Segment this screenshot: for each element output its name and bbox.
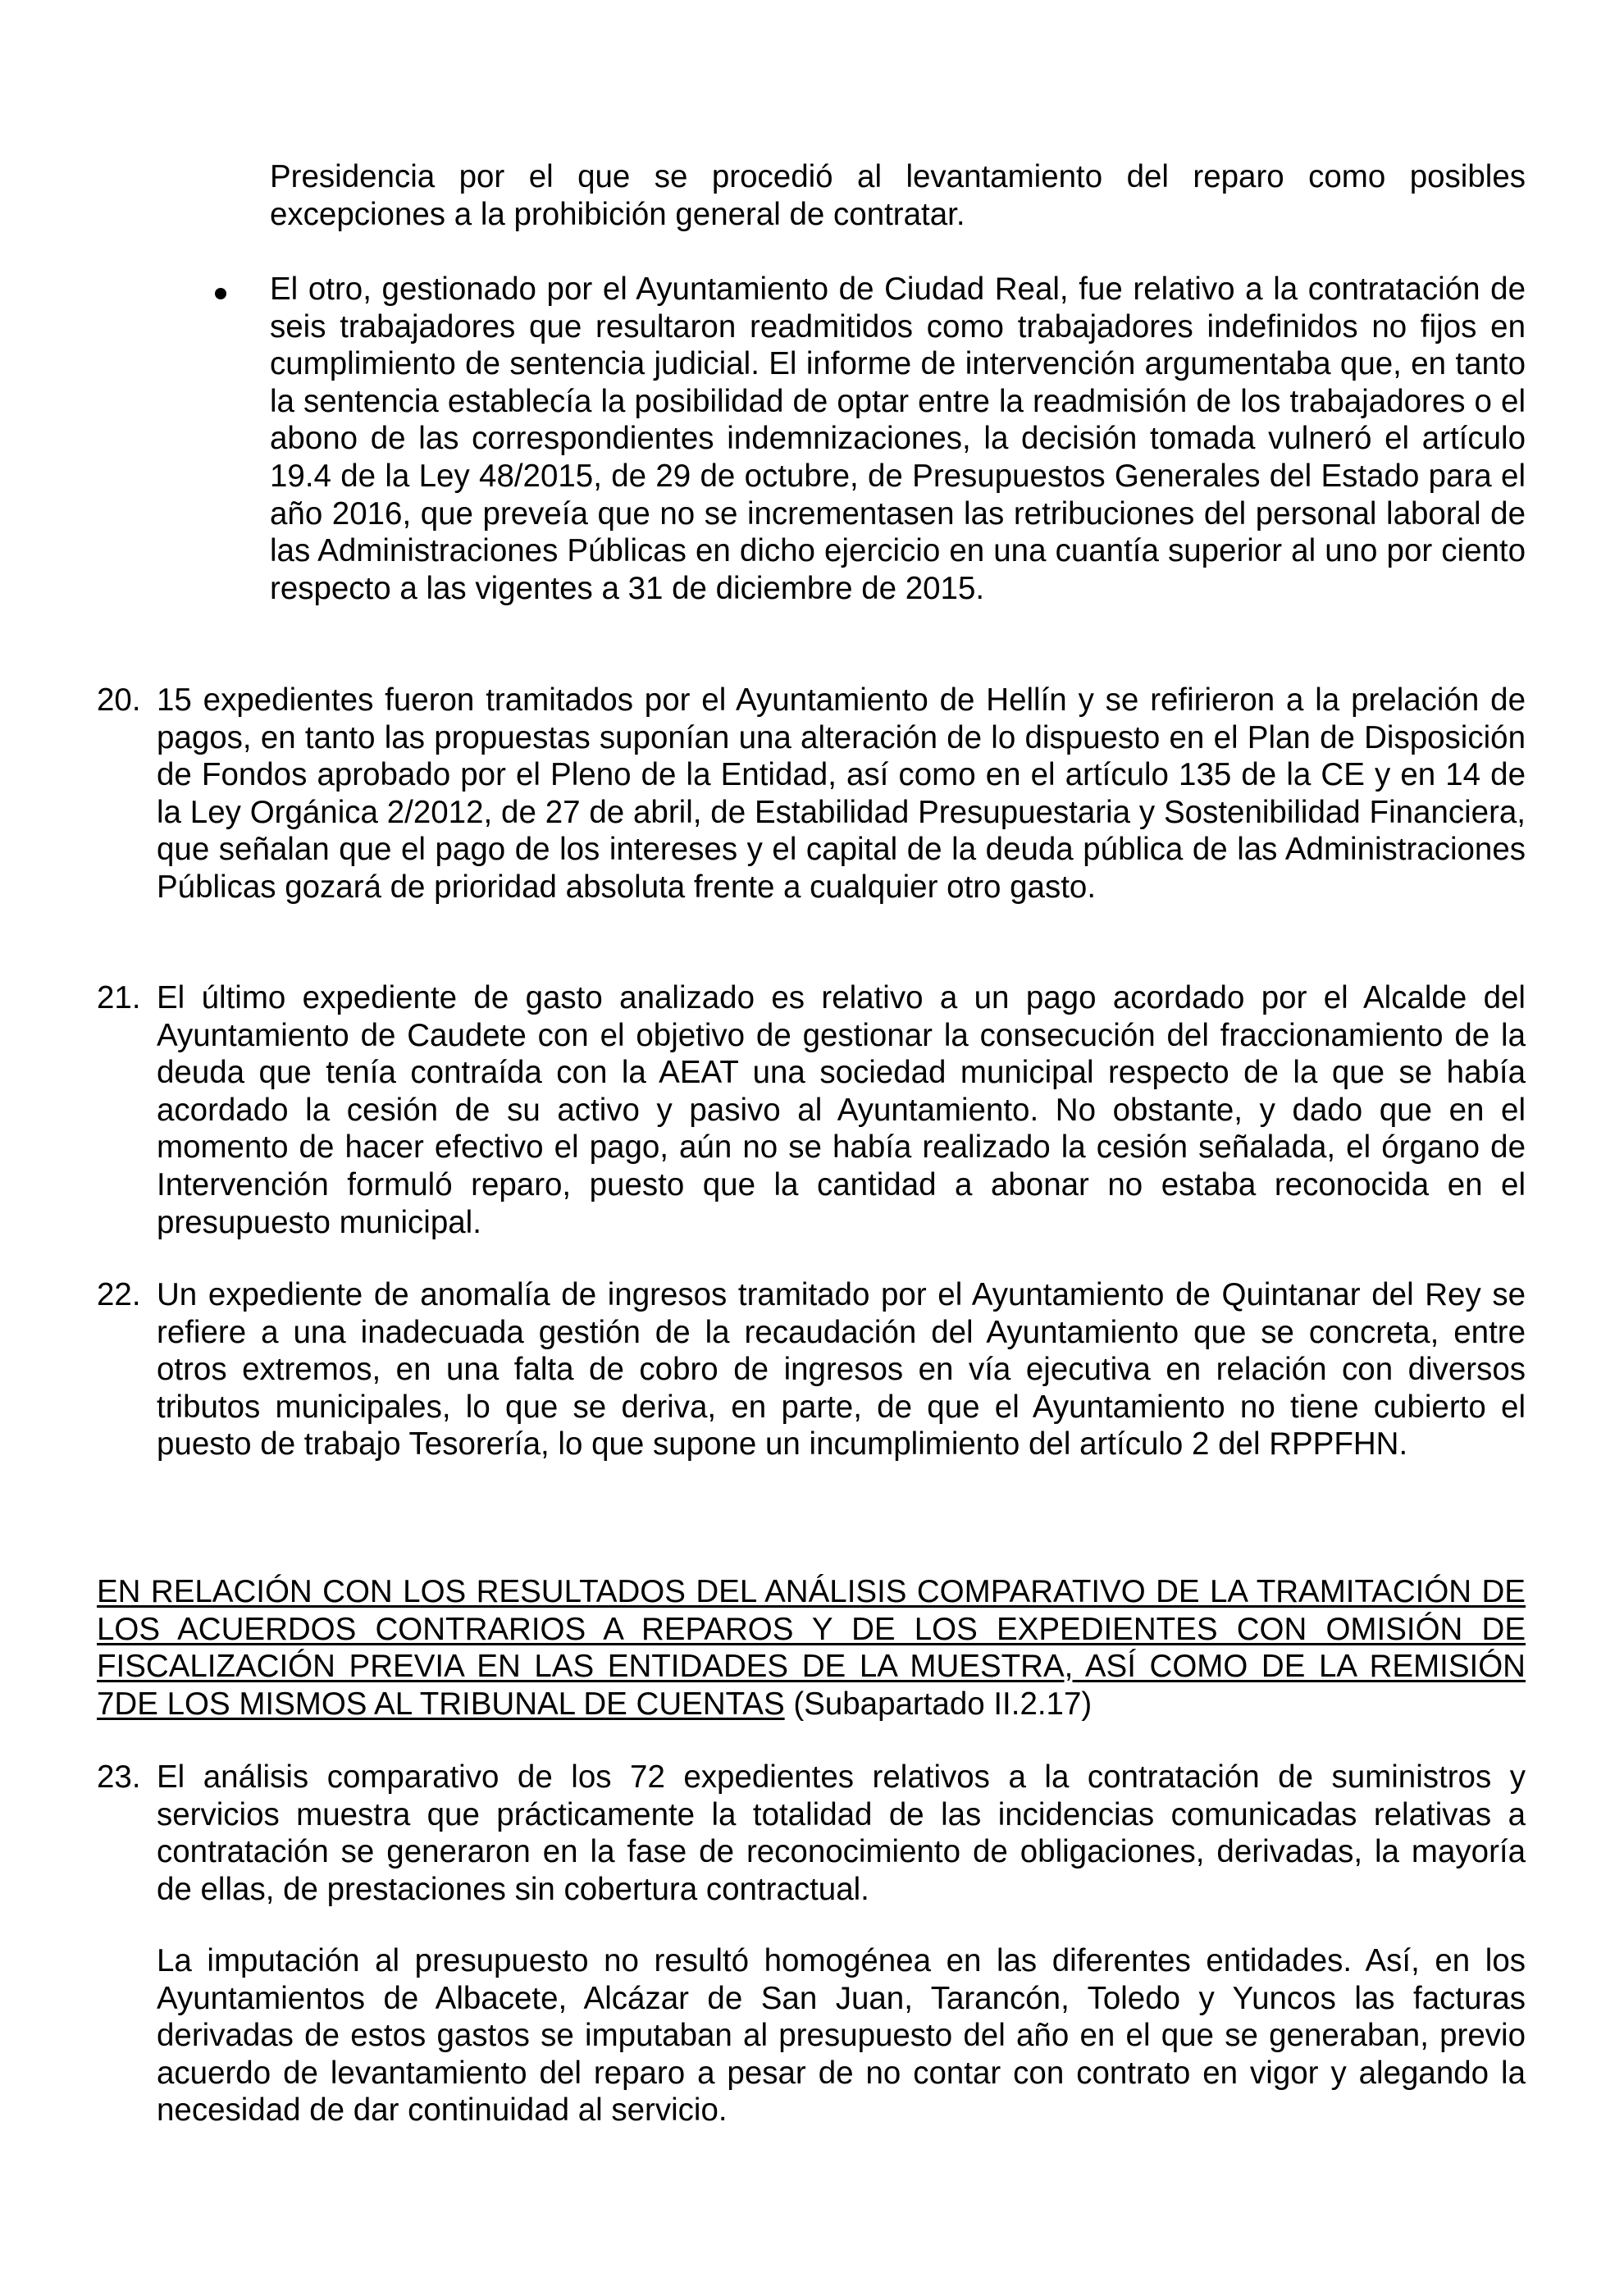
bullet-paragraph: El otro, gestionado por el Ayuntamiento de Ciudad Real, fue relativo a la contratación de seis trabajadores que resultaron readmitidos como trabajadores indefinidos no fijos en cumplimiento de sentencia judicial. El informe de intervención argumentaba que, en tanto la sentencia establecía la posibilidad de optar entre la readmisión de los trabajadores o el abono de las correspondientes indemnizaciones, la decisión tomada vulneró el artículo 19.4 de la Ley 48/2015, de 29 de octubre, de Presupuestos Generales del Estado para el año 2016, que preveía que no se incrementasen las retribuciones del personal laboral de las Administraciones Públicas en dicho ejercicio en una cuantía superior al uno por ciento respecto a las vigentes a 31 de diciembre de 2015. [270,272,1526,606]
item-paragraph-20: 15 expedientes fueron tramitados por el Ayuntamiento de Hellín y se refirieron a la prelación de pagos, en tanto las propuestas suponían una alteración de lo dispuesto en el Plan de Disposición de Fondos aprobado por el Pleno de la Entidad, así como en el artículo 135 de la CE y en 14 de la Ley Orgánica 2/2012, de 27 de abril, de Estabilidad Presupuestaria y Sostenibilidad Financiera, que señalan que el pago de los intereses y el capital de la deuda pública de las Administraciones Públicas gozará de prioridad absoluta frente a cualquier otro gasto. [157,682,1526,905]
item-paragraph-23: El análisis comparativo de los 72 expedientes relativos a la contratación de suministros y servicios muestra que prácticamente la totalidad de las incidencias comunicadas relativas a contratación se generaron en la fase de reconocimiento de obligaciones, derivadas, la mayoría de ellas, de prestaciones sin cobertura contractual. [157,1759,1526,1907]
intro-paragraph: Presidencia por el que se procedió al levantamiento del reparo como posibles excepciones a la prohibición general de contratar. [270,159,1526,232]
item-paragraph-22: Un expediente de anomalía de ingresos tramitado por el Ayuntamiento de Quintanar del Rey se refiere a una inadecuada gestión de la recaudación del Ayuntamiento que se concreta, entre otros extremos, en una falta de cobro de ingresos en vía ejecutiva en relación con diversos tributos municipales, lo que se deriva, en parte, de que el Ayuntamiento no tiene cubierto el puesto de trabajo Tesorería, lo que supone un incumplimiento del artículo 2 del RPPFHN. [157,1277,1526,1462]
section-heading-reference: (Subapartado II.2.17) [784,1686,1093,1722]
item-paragraph-21: El último expediente de gasto analizado es relativo a un pago acordado por el Alcalde del Ayuntamiento de Caudete con el objetivo de gestionar la consecución del fraccionamiento de la deuda que tenía contraída con la AEAT una sociedad municipal respecto de la que se había acordado la cesión de su activo y pasivo al Ayuntamiento. No obstante, y dado que en el momento de hacer efectivo el pago, aún no se había realizado la cesión señalada, el órgano de Intervención formuló reparo, puesto que la cantidad a abonar no estaba reconocida en el presupuesto municipal. [157,980,1526,1240]
item-number-20: 20. [97,682,141,718]
item-number-21: 21. [97,980,141,1015]
bullet-icon [215,288,226,299]
item-number-22: 22. [97,1277,141,1312]
continuation-paragraph: La imputación al presupuesto no resultó homogénea en las diferentes entidades. Así, en los Ayuntamientos de Albacete, Alcázar de San Juan, Tarancón, Toledo y Yuncos las facturas derivadas de estos gastos se imputaban al presupuesto del año en el que se generaban, previo acuerdo de levantamiento del reparo a pesar de no contar con contrato en vigor y alegando la necesidad de dar continuidad al servicio. [157,1943,1526,2129]
section-heading-underlined: EN RELACIÓN CON LOS RESULTADOS DEL ANÁLISIS COMPARATIVO DE LA TRAMITACIÓN DE LOS ACUERDOS CONTRARIOS A REPAROS Y DE LOS EXPEDIENTES CON OMISIÓN DE FISCALIZACIÓN PREVIA EN LAS ENTIDADES DE LA MUESTRA, ASÍ COMO DE LA REMISIÓN 7DE LOS MISMOS AL TRIBUNAL DE CUENTAS [97,1574,1526,1722]
section-heading [97,1573,1526,1723]
item-number-23: 23. [97,1759,141,1795]
